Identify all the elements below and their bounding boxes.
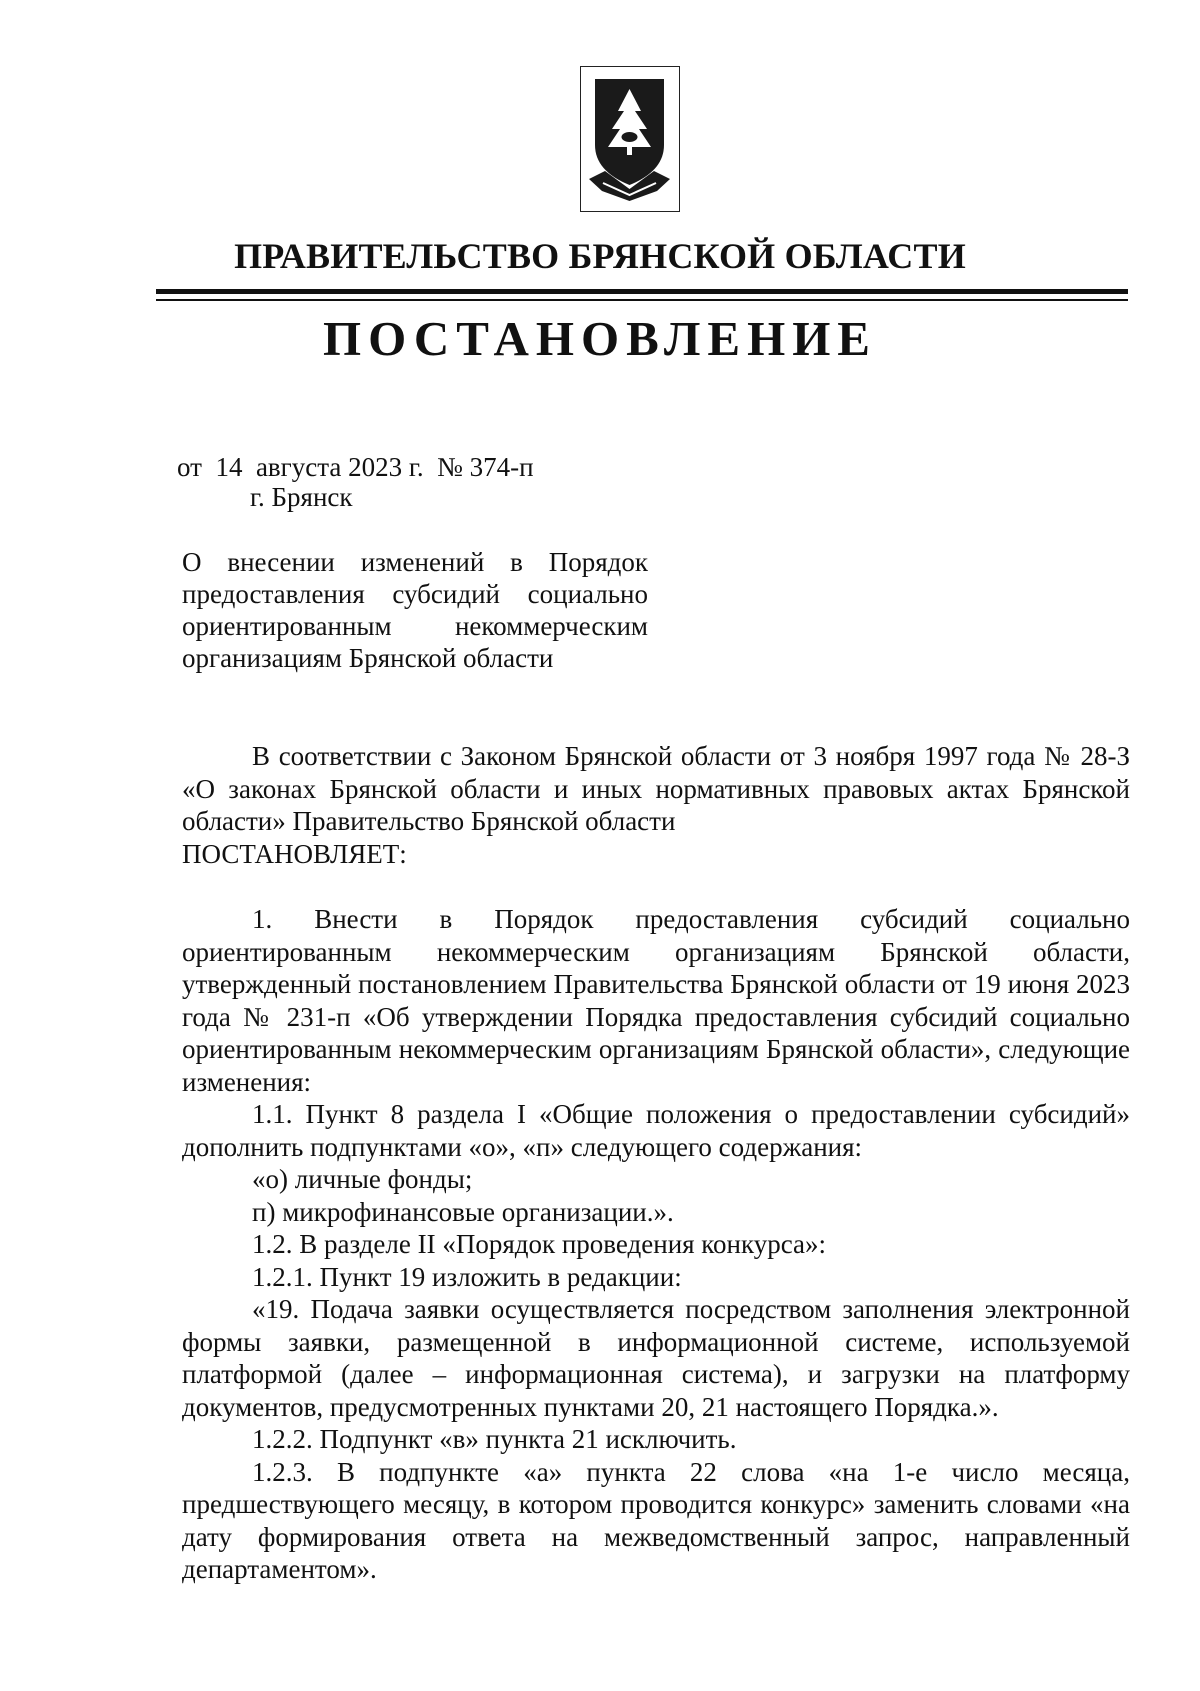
paragraph-1-1: 1.1. Пункт 8 раздела I «Общие положения о предоставлении субсидий» дополнить подпунктами «о», «п» следующего содержания: [182, 1099, 1130, 1162]
paragraph-1-2: 1.2. В разделе II «Порядок проведения конкурса»: [252, 1229, 827, 1259]
document-type-title: ПОСТАНОВЛЕНИЕ [323, 311, 877, 366]
paragraph-19-text: «19. Подача заявки осуществляется посредством заполнения электронной формы заявки, размещенной в информационной системе, используемой платформой (далее – информационная система), и загрузки на платформу документов, предусмотренных пунктами 20, 21 настоящего Порядка.». [182, 1294, 1130, 1422]
header-divider-thick [156, 289, 1128, 294]
resolves-keyword: ПОСТАНОВЛЯЕТ: [182, 838, 407, 869]
coat-of-arms-icon [581, 67, 678, 210]
government-title: ПРАВИТЕЛЬСТВО БРЯНСКОЙ ОБЛАСТИ [234, 236, 966, 276]
city-name: г. Брянск [250, 482, 353, 512]
paragraph-1-2-3: 1.2.3. В подпункте «а» пункта 22 слова «на 1-е число месяца, предшествующего месяцу, в котором проводится конкурс» заменить словами «на дату формирования ответа на межведомственный запрос, направленный департаментом». [182, 1456, 1130, 1584]
header-divider-thin [156, 299, 1128, 301]
date-and-number: от 14 августа 2023 г. № 374-п [177, 452, 534, 482]
paragraph-1: 1. Внести в Порядок предоставления субсидий социально ориентированным некоммерческим организациям Брянской области, утвержденный постановлением Правительства Брянской области от 19 июня 2023 года № 231-п «Об утверждении Порядка предоставления субсидий социально ориентированным некоммерческим организациям Брянской области», следующие изменения: [182, 904, 1130, 1097]
paragraph-1-2-2: 1.2.2. Подпункт «в» пункта 21 исключить. [252, 1424, 737, 1454]
paragraph-gap [182, 870, 1130, 903]
subitem-o: «о) личные фонды; [252, 1164, 473, 1194]
paragraph-1-2-1: 1.2.1. Пункт 19 изложить в редакции: [252, 1261, 682, 1292]
subitem-p: п) микрофинансовые организации.». [252, 1196, 674, 1227]
document-subject: О внесении изменений в Порядок предоставления субсидий социально ориентированным некоммерческим организациям Брянской области [182, 547, 648, 673]
document-body [182, 740, 1130, 1586]
coat-of-arms-emblem [580, 66, 680, 212]
preamble-text: В соответствии с Законом Брянской области от 3 ноября 1997 года № 28-З «О законах Брянской области и иных нормативных правовых актах Брянской области» Правительство Брянской области [182, 741, 1130, 836]
